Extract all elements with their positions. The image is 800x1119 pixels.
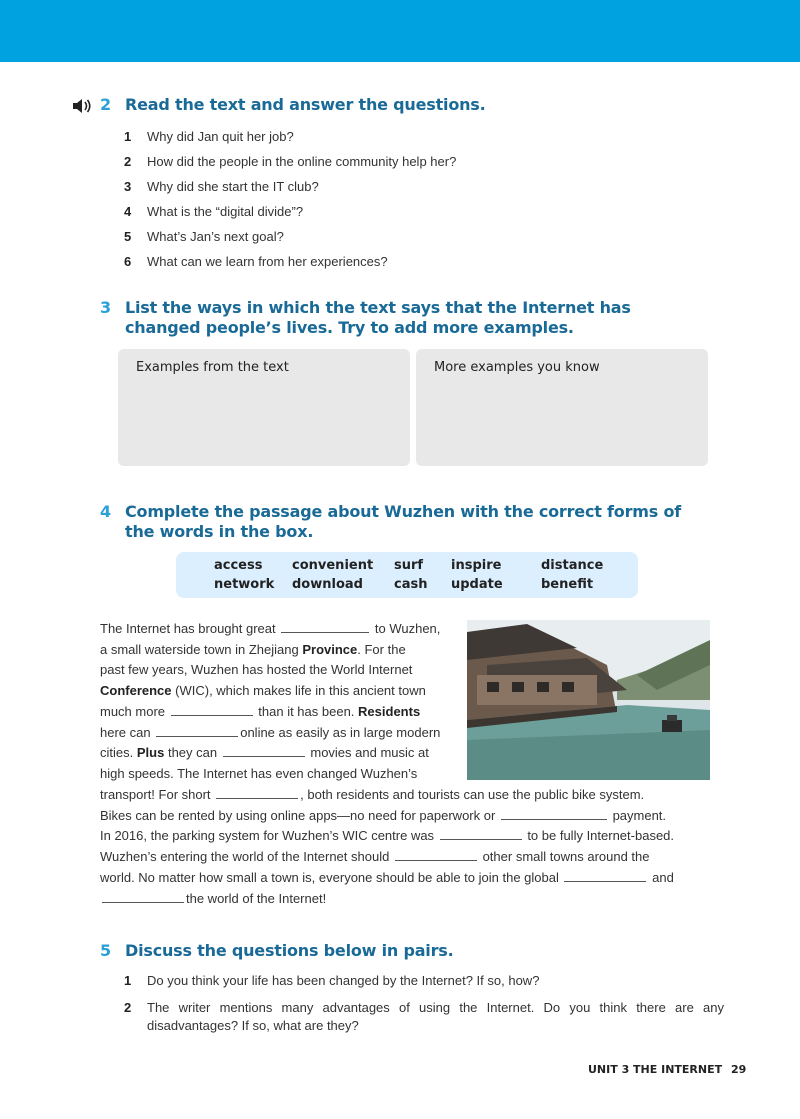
list-item: 5 What’s Jan’s next goal? [124, 229, 284, 244]
section-3-heading [100, 298, 700, 338]
blank[interactable] [223, 744, 305, 757]
section-number: 2 [100, 95, 111, 114]
list-item: 2 The writer mentions many advantages of using the Internet. Do you think there are any disadvantages? If so, what are they? [124, 1000, 724, 1033]
section-title: Discuss the questions below in pairs. [125, 941, 454, 960]
blank[interactable] [156, 724, 238, 737]
discussion-list [124, 972, 724, 1035]
top-banner [0, 0, 800, 62]
blank[interactable] [440, 827, 522, 840]
list-item: 4 What is the “digital divide”? [124, 204, 304, 219]
passage-full: transport! For short , both residents and tourists can use the public bike system. Bikes can be rented by using online apps—no need for paperwork or payment. In 2016, the parking system for Wuzhen’s WIC centre was to be fully Internet-based. Wuzhen’s entering the world of the Internet should other small towns around the world. No matter how small a town is, everyone should be able to join the global and the world of the Internet! [100, 787, 675, 906]
word: download [292, 577, 363, 592]
blank[interactable] [102, 890, 184, 903]
word: surf [394, 558, 424, 573]
footer-unit: UNIT 3 THE INTERNET [588, 1063, 723, 1076]
blank[interactable] [395, 848, 477, 861]
word: inspire [451, 558, 502, 573]
list-item: 2 How did the people in the online community help her? [124, 154, 457, 169]
section-4-heading [100, 502, 700, 542]
blank[interactable] [171, 703, 253, 716]
wuzhen-waterside-photo [467, 620, 710, 780]
word: cash [394, 577, 428, 592]
section-number: 4 [100, 502, 111, 521]
word: update [451, 577, 503, 592]
section-5-heading [100, 941, 700, 961]
more-examples-box[interactable] [416, 349, 708, 466]
blank[interactable] [281, 620, 369, 633]
list-item: 3 Why did she start the IT club? [124, 179, 319, 194]
word-box [176, 552, 638, 598]
question-list [124, 128, 456, 278]
section-title: Read the text and answer the questions. [125, 95, 486, 114]
blank[interactable] [564, 869, 646, 882]
box-label: More examples you know [434, 360, 600, 375]
list-item: 1 Why did Jan quit her job? [124, 129, 294, 144]
list-item: 6 What can we learn from her experiences? [124, 254, 388, 269]
section-number: 5 [100, 941, 111, 960]
blank[interactable] [216, 786, 298, 799]
examples-from-text-box[interactable] [118, 349, 410, 466]
list-item: 1 Do you think your life has been changed by the Internet? If so, how? [124, 973, 540, 988]
word: distance [541, 558, 604, 573]
blank[interactable] [501, 807, 607, 820]
box-label: Examples from the text [136, 360, 289, 375]
word: benefit [541, 577, 594, 592]
word: network [214, 577, 275, 592]
passage-left: The Internet has brought great to Wuzhen, a small waterside town in Zhejiang Province. For the past few years, Wuzhen has hosted the World Internet Conference (WIC), which makes life in this ancient town much more than it has been. Residents here can online as easily as in large modern cities. Plus they can movies and music at high speeds. The Internet has even changed Wuzhen’s [100, 621, 441, 781]
section-number: 3 [100, 298, 111, 317]
section-title: List the ways in which the text says that the Internet has changed people’s lives. Try to add more examples. [125, 298, 631, 337]
page-number: 29 [731, 1063, 747, 1076]
word: convenient [292, 558, 374, 573]
word: access [214, 558, 263, 573]
speaker-icon[interactable] [72, 98, 92, 114]
section-title: Complete the passage about Wuzhen with the correct forms of the words in the box. [125, 502, 682, 541]
section-2-heading [100, 95, 700, 115]
